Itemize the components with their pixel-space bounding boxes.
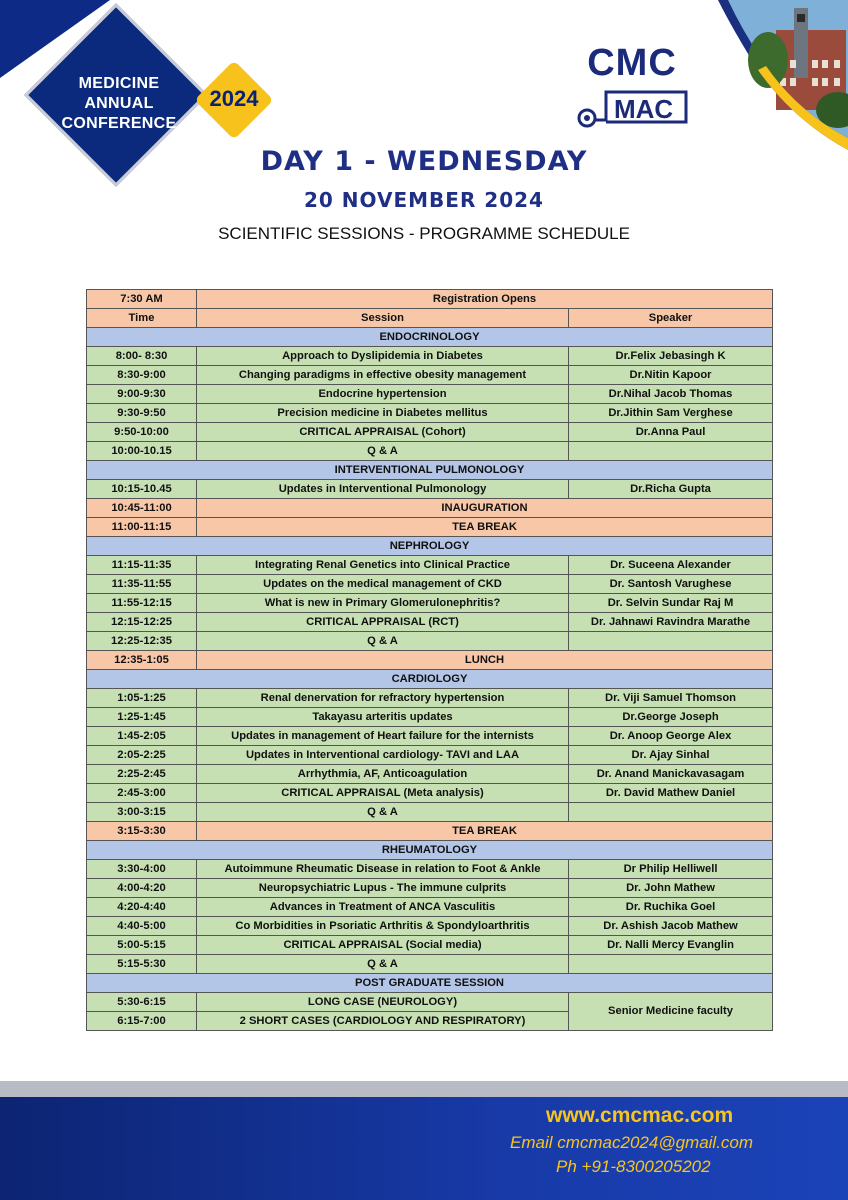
break-row [87, 651, 773, 670]
session-speaker: Dr.Jithin Sam Verghese [569, 404, 773, 423]
session-speaker: Dr Philip Helliwell [569, 860, 773, 879]
header-time: Time [87, 309, 197, 328]
badge-line-annual: ANNUAL [84, 95, 154, 112]
table-row [87, 727, 773, 746]
session-title: Takayasu arteritis updates [197, 708, 569, 727]
section-header-row [87, 461, 773, 480]
break-time: 11:00-11:15 [87, 518, 197, 537]
session-time: 11:35-11:55 [87, 575, 197, 594]
session-title: Arrhythmia, AF, Anticoagulation [197, 765, 569, 784]
session-time: 12:15-12:25 [87, 613, 197, 632]
session-speaker: Dr. Anoop George Alex [569, 727, 773, 746]
table-row [87, 423, 773, 442]
session-title: Endocrine hypertension [197, 385, 569, 404]
session-time: 11:15-11:35 [87, 556, 197, 575]
table-row [87, 632, 773, 651]
footer-divider [0, 1081, 848, 1097]
session-speaker: Dr. Selvin Sundar Raj M [569, 594, 773, 613]
badge-line-medicine: MEDICINE [78, 75, 160, 92]
section-header-row [87, 328, 773, 347]
table-row [87, 366, 773, 385]
registration-time: 7:30 AM [87, 290, 197, 309]
header-speaker: Speaker [569, 309, 773, 328]
table-row [87, 480, 773, 499]
session-speaker [569, 955, 773, 974]
session-time: 5:00-5:15 [87, 936, 197, 955]
schedule-subtitle: SCIENTIFIC SESSIONS - PROGRAMME SCHEDULE [218, 224, 630, 243]
year-label: 2024 [209, 86, 259, 111]
section-title: NEPHROLOGY [87, 537, 773, 556]
day-title: DAY 1 - WEDNESDAY [260, 146, 588, 177]
session-title: CRITICAL APPRAISAL (Meta analysis) [197, 784, 569, 803]
table-row [87, 936, 773, 955]
session-speaker: Dr. Nalli Mercy Evanglin [569, 936, 773, 955]
session-title: CRITICAL APPRAISAL (Cohort) [197, 423, 569, 442]
session-speaker [569, 632, 773, 651]
break-label: INAUGURATION [197, 499, 773, 518]
session-time: 6:15-7:00 [87, 1012, 197, 1031]
session-title: 2 SHORT CASES (CARDIOLOGY AND RESPIRATORY) [197, 1012, 569, 1031]
session-time: 1:45-2:05 [87, 727, 197, 746]
session-title: Advances in Treatment of ANCA Vasculitis [197, 898, 569, 917]
session-title: Q & A [197, 803, 569, 822]
table-row [87, 765, 773, 784]
table-row [87, 594, 773, 613]
session-time: 10:15-10.45 [87, 480, 197, 499]
session-speaker: Dr. Ajay Sinhal [569, 746, 773, 765]
session-time: 2:25-2:45 [87, 765, 197, 784]
table-row [87, 556, 773, 575]
session-speaker: Dr. Ruchika Goel [569, 898, 773, 917]
session-time: 2:45-3:00 [87, 784, 197, 803]
conference-badge-text [54, 74, 184, 134]
session-speaker: Dr. Suceena Alexander [569, 556, 773, 575]
break-time: 3:15-3:30 [87, 822, 197, 841]
table-header-row [87, 309, 773, 328]
section-title: ENDOCRINOLOGY [87, 328, 773, 347]
session-time: 2:05-2:25 [87, 746, 197, 765]
session-speaker: Dr. Ashish Jacob Mathew [569, 917, 773, 936]
session-title: Approach to Dyslipidemia in Diabetes [197, 347, 569, 366]
session-speaker: Dr. Anand Manickavasagam [569, 765, 773, 784]
section-header-row [87, 537, 773, 556]
section-title: INTERVENTIONAL PULMONOLOGY [87, 461, 773, 480]
registration-label: Registration Opens [197, 290, 773, 309]
logo-cmc-text: CMC [587, 42, 677, 84]
session-time: 1:05-1:25 [87, 689, 197, 708]
logo-mac-text: MAC [614, 94, 674, 124]
session-title: CRITICAL APPRAISAL (RCT) [197, 613, 569, 632]
session-title: Updates in Interventional cardiology- TAVI and LAA [197, 746, 569, 765]
table-row [87, 803, 773, 822]
session-title: Q & A [197, 442, 569, 461]
table-row [87, 347, 773, 366]
session-speaker: Dr.Felix Jebasingh K [569, 347, 773, 366]
session-time: 3:30-4:00 [87, 860, 197, 879]
session-time: 8:30-9:00 [87, 366, 197, 385]
session-time: 12:25-12:35 [87, 632, 197, 651]
session-title: Updates on the medical management of CKD [197, 575, 569, 594]
break-label: TEA BREAK [197, 822, 773, 841]
table-row [87, 442, 773, 461]
session-title: Co Morbidities in Psoriatic Arthritis & Spondyloarthritis [197, 917, 569, 936]
table-row [87, 404, 773, 423]
session-title: Changing paradigms in effective obesity management [197, 366, 569, 385]
session-title: What is new in Primary Glomerulonephritis? [197, 594, 569, 613]
section-title: RHEUMATOLOGY [87, 841, 773, 860]
table-row [87, 613, 773, 632]
session-speaker: Dr.Nitin Kapoor [569, 366, 773, 385]
session-title: Autoimmune Rheumatic Disease in relation to Foot & Ankle [197, 860, 569, 879]
break-time: 10:45-11:00 [87, 499, 197, 518]
session-time: 1:25-1:45 [87, 708, 197, 727]
table-row [87, 746, 773, 765]
header-session: Session [197, 309, 569, 328]
table-row [87, 575, 773, 594]
session-title: Precision medicine in Diabetes mellitus [197, 404, 569, 423]
email-contact: Email cmcmac2024@gmail.com [510, 1133, 754, 1152]
session-time: 3:00-3:15 [87, 803, 197, 822]
session-speaker: Dr.Richa Gupta [569, 480, 773, 499]
session-title: Q & A [197, 632, 569, 651]
section-title: POST GRADUATE SESSION [87, 974, 773, 993]
session-title: Updates in Interventional Pulmonology [197, 480, 569, 499]
session-speaker: Dr.Anna Paul [569, 423, 773, 442]
session-time: 4:20-4:40 [87, 898, 197, 917]
table-row [87, 993, 773, 1012]
session-title: Renal denervation for refractory hypertension [197, 689, 569, 708]
date-title: 20 NOVEMBER 2024 [304, 188, 544, 212]
table-row [87, 689, 773, 708]
break-row [87, 822, 773, 841]
session-time: 5:15-5:30 [87, 955, 197, 974]
section-header-row [87, 841, 773, 860]
session-title: Q & A [197, 955, 569, 974]
section-title: CARDIOLOGY [87, 670, 773, 689]
session-time: 4:40-5:00 [87, 917, 197, 936]
break-row [87, 499, 773, 518]
session-time: 4:00-4:20 [87, 879, 197, 898]
session-time: 10:00-10.15 [87, 442, 197, 461]
session-speaker: Dr. Viji Samuel Thomson [569, 689, 773, 708]
table-row [87, 917, 773, 936]
session-time: 9:50-10:00 [87, 423, 197, 442]
table-row [87, 860, 773, 879]
phone-contact: Ph +91-8300205202 [556, 1157, 711, 1176]
section-header-row [87, 974, 773, 993]
session-speaker: Senior Medicine faculty [569, 993, 773, 1031]
session-title: LONG CASE (NEUROLOGY) [197, 993, 569, 1012]
session-title: Integrating Renal Genetics into Clinical Practice [197, 556, 569, 575]
session-time: 5:30-6:15 [87, 993, 197, 1012]
break-label: LUNCH [197, 651, 773, 670]
table-row [87, 879, 773, 898]
logo-mac-icon [574, 84, 690, 132]
session-speaker: Dr. John Mathew [569, 879, 773, 898]
table-row [87, 385, 773, 404]
break-label: TEA BREAK [197, 518, 773, 537]
registration-row [87, 290, 773, 309]
building-photo [698, 0, 848, 150]
session-time: 9:00-9:30 [87, 385, 197, 404]
website-link[interactable]: www.cmcmac.com [546, 1104, 734, 1127]
session-speaker: Dr. Jahnawi Ravindra Marathe [569, 613, 773, 632]
cmc-mac-logo [572, 42, 692, 134]
session-speaker [569, 803, 773, 822]
table-row [87, 955, 773, 974]
session-speaker: Dr.Nihal Jacob Thomas [569, 385, 773, 404]
session-title: Neuropsychiatric Lupus - The immune culprits [197, 879, 569, 898]
session-time: 9:30-9:50 [87, 404, 197, 423]
break-row [87, 518, 773, 537]
session-speaker: Dr. David Mathew Daniel [569, 784, 773, 803]
section-header-row [87, 670, 773, 689]
session-title: Updates in management of Heart failure for the internists [197, 727, 569, 746]
break-time: 12:35-1:05 [87, 651, 197, 670]
table-row [87, 784, 773, 803]
table-row [87, 898, 773, 917]
table-row [87, 708, 773, 727]
session-time: 11:55-12:15 [87, 594, 197, 613]
session-speaker: Dr. Santosh Varughese [569, 575, 773, 594]
badge-line-conference: CONFERENCE [61, 115, 177, 132]
schedule-table [86, 289, 773, 1031]
session-title: CRITICAL APPRAISAL (Social media) [197, 936, 569, 955]
session-time: 8:00- 8:30 [87, 347, 197, 366]
session-speaker [569, 442, 773, 461]
session-speaker: Dr.George Joseph [569, 708, 773, 727]
